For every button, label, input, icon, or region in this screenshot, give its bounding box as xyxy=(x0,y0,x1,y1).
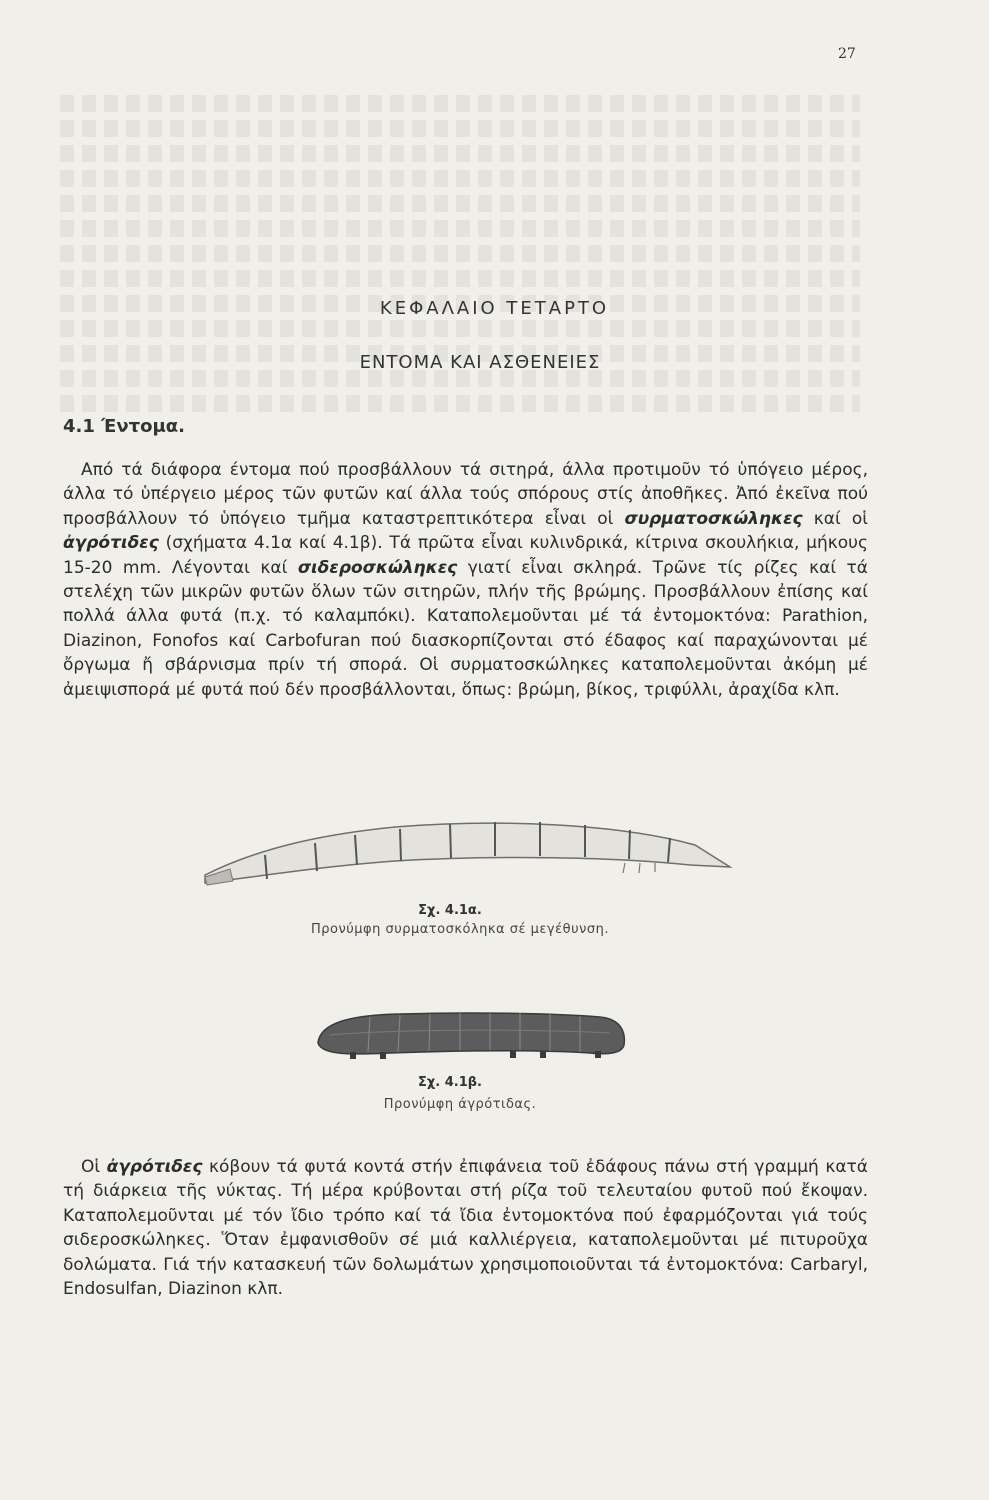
cutworm-larva-illustration xyxy=(310,1005,630,1065)
wireworm-larva-illustration xyxy=(195,805,740,890)
figure-b-caption: Προνύμφη άγρότιδας. xyxy=(383,1097,537,1112)
keyword: συρματοσκώληκες xyxy=(624,508,803,529)
chapter-heading: ΚΕΦΑΛΑΙΟ ΤΕΤΑΡΤΟ xyxy=(379,298,610,319)
chapter-title: ΕΝΤΟΜΑ ΚΑΙ ΑΣΘΕΝΕΙΕΣ xyxy=(359,352,601,373)
figure-b-label: Σχ. 4.1β. xyxy=(417,1075,482,1090)
page-number: 27 xyxy=(838,46,856,62)
paragraph-wireworms: Από τά διάφορα έντομα πού προσβάλλουν τά σιτηρά, άλλα προτιμοῦν τό ὑπόγειο μέρος, άλλα τό ὑπέργειο μέρος τῶν φυτῶν καί άλλα τούς σπόρους στίς ἀποθῆκες. Ἀπό ἐκεῖνα πού προσβάλλουν τό ὑπόγειο τμῆμα καταστρεπτικότερα εἶναι οἱ συρματοσκώληκες καί οἱ ἀγρότιδες (σχήματα 4.1α καί 4.1β). Τά πρῶτα εἶναι κυλινδρικά, κίτρινα σκουλήκια, μήκους 15-20 mm. Λέγονται καί σιδεροσκώληκες γιατί εἶναι σκληρά. Τρῶνε τίς ρίζες καί τά στελέχη τῶν μικρῶν φυτῶν ὅλων τῶν σιτηρῶν, πλήν τῆς βρώμης. Προσβάλλουν ἐπίσης καί πολλά άλλα φυτά (π.χ. τό καλαμπόκι). Καταπολεμοῦνται μέ τά ἐντομοκτόνα: Parathion, Diazinon, Fonofos καί Carbofuran πού διασκορπίζονται στό έδαφος καί παραχώνονται μέ ὄργωμα ἤ σβάρνισμα πρίν τή σπορά. Οἱ συρματοσκώληκες καταπολεμοῦνται ἀκόμη μέ ἀμειψισπορά μέ φυτά πού δέν προσβάλλονται, ὅπως: βρώμη, βίκος, τριφύλλι, ἀραχίδα κλπ. xyxy=(63,460,868,700)
paragraph-cutworms: Οἱ ἀγρότιδες κόβουν τά φυτά κοντά στήν ἐπιφάνεια τοῦ ἐδάφους πάνω στή γραμμή κατά τή διάρκεια τῆς νύκτας. Τή μέρα κρύβονται στή ρίζα τοῦ τελευταίου φυτοῦ πού ἔκοψαν. Καταπολεμοῦνται μέ τόν ἴδιο τρόπο καί τά ἴδια ἐντομοκτόνα πού ἐφαρμόζονται γιά τούς σιδεροσκώληκες. Ὅταν ἐμφανισθοῦν σέ μιά καλλιέργεια, καταπολεμοῦνται μέ πιτυροῦχα δολώματα. Γιά τήν κατασκευή τῶν δολωμάτων χρησιμοποιοῦνται τά ἐντομοκτόνα: Carbaryl, Endosulfan, Diazinon κλπ. xyxy=(63,1157,868,1300)
keyword: ἀγρότιδες xyxy=(63,533,159,554)
section-heading: 4.1 Έντομα. xyxy=(63,416,185,437)
show-through-text xyxy=(60,95,860,435)
keyword: ἀγρότιδες xyxy=(106,1157,203,1177)
keyword: σιδεροσκώληκες xyxy=(297,557,458,578)
figure-a-caption: Προνύμφη συρματοσκόληκα σέ μεγέθυνση. xyxy=(310,922,610,937)
figure-a-label: Σχ. 4.1α. xyxy=(418,903,482,918)
